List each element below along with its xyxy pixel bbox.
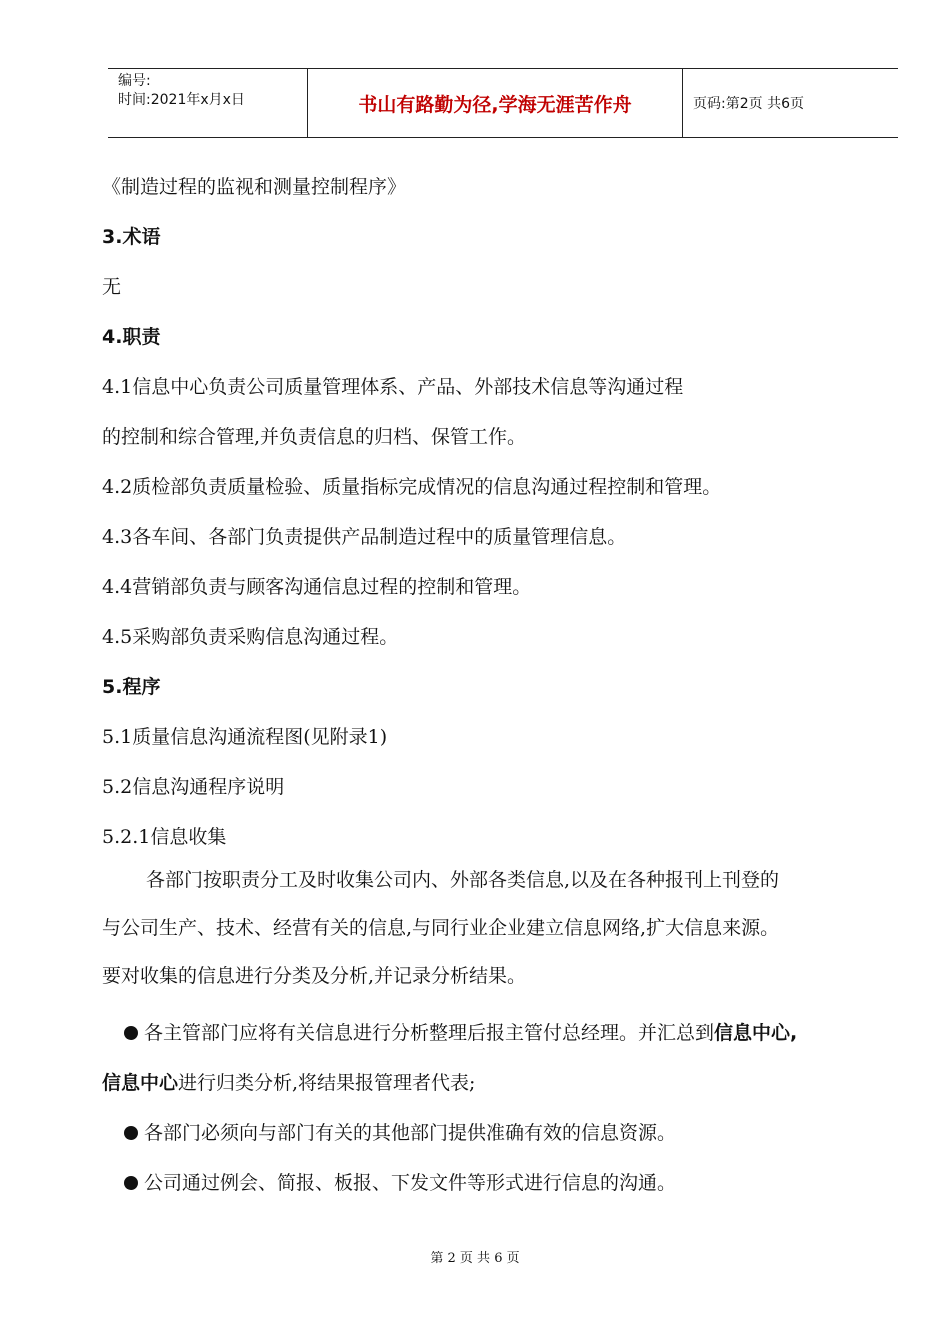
header-page-info: 页码:第2页 共6页 [693,96,804,112]
bullet-icon [124,1026,138,1040]
paragraph-line-2: 与公司生产、技术、经营有关的信息,与同行业企业建立信息网络,扩大信息来源。 [102,917,780,939]
section-4-5: 4.5采购部负责采购信息沟通过程。 [102,626,399,648]
code-label: 编号: [118,73,151,89]
header-table [108,68,898,138]
section-4-1-line1: 4.1信息中心负责公司质量管理体系、产品、外部技术信息等沟通过程 [102,376,684,398]
collection-paragraph [102,856,922,1000]
bullet-1-bold: 信息中心, [714,1022,798,1044]
section-4-4: 4.4营销部负责与顾客沟通信息过程的控制和管理。 [102,576,532,598]
paragraph-line-3: 要对收集的信息进行分类及分析,并记录分析结果。 [102,965,527,987]
bullet-icon [124,1126,138,1140]
section-3-text: 无 [102,276,122,298]
section-4-3: 4.3各车间、各部门负责提供产品制造过程中的质量管理信息。 [102,526,627,548]
section-4-title: 4.职责 [102,326,161,348]
section-5-1: 5.1质量信息沟通流程图(见附录1) [102,726,388,748]
section-5-2-1: 5.2.1信息收集 [102,826,227,848]
header-slogan: 书山有路勤为径,学海无涯苦作舟 [308,69,683,137]
paragraph-line-1: 各部门按职责分工及时收集公司内、外部各类信息,以及在各种报刊上刊登的 [146,869,780,891]
bullet-item-1-continued [102,1068,475,1095]
section-5-2: 5.2信息沟通程序说明 [102,776,285,798]
section-4-1-line2: 的控制和综合管理,并负责信息的归档、保管工作。 [102,426,527,448]
reference-document: 《制造过程的监视和测量控制程序》 [102,176,407,198]
section-5-title: 5.程序 [102,676,161,698]
bullet-2-text: 各部门必须向与部门有关的其他部门提供准确有效的信息资源。 [144,1122,677,1144]
section-4-2: 4.2质检部负责质量检验、质量指标完成情况的信息沟通过程控制和管理。 [102,476,722,498]
bullet-1-bold-2: 信息中心 [102,1072,179,1094]
bullet-item-2 [124,1118,676,1145]
header-left-cell [108,69,308,137]
bullet-item-1 [124,1018,797,1045]
bullet-1-text-2: 进行归类分析,将结果报管理者代表; [178,1072,476,1094]
bullet-3-text: 公司通过例会、简报、板报、下发文件等形式进行信息的沟通。 [144,1172,677,1194]
bullet-item-3 [124,1168,676,1195]
section-3-title: 3.术语 [102,226,161,248]
bullet-icon [124,1176,138,1190]
time-label: 时间:2021年x月x日 [118,92,245,108]
page-footer: 第 2 页 共 6 页 [430,1251,520,1266]
bullet-1-text: 各主管部门应将有关信息进行分析整理后报主管付总经理。并汇总到 [144,1022,715,1044]
